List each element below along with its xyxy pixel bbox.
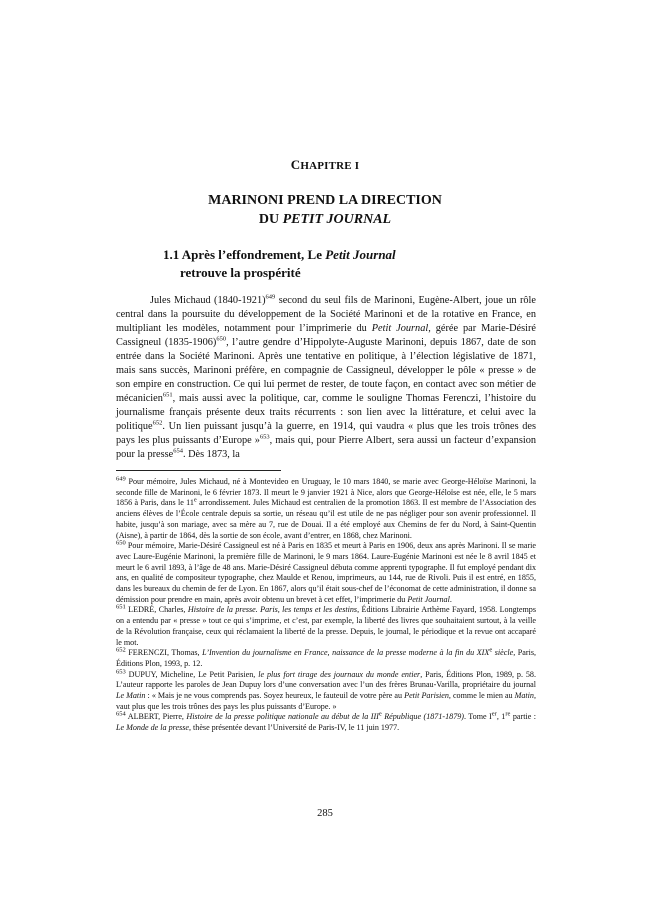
footnote-italic: le plus fort tirage des journaux du monde entier [258, 669, 421, 679]
footnote-italic: siècle [492, 648, 514, 658]
chapter-title-line2 [0, 210, 650, 229]
footnote-text: FERENCZI, Thomas, [125, 648, 203, 658]
footnote-text: Pour mémoire, Jules Michaud, né à Montevideo en Uruguay, le 10 mars 1840, se marie avec George-Héloïse Marinoni, la seconde fille de Marinoni, le 6 février 1873. Il meurt le 9 janvier 1921 à Nice, alors que George-Héloïse est née, elle, le 5 mars 1856 à Paris, dans le 11 [116, 477, 536, 508]
footnote-sup: e [378, 710, 382, 718]
footnote-649 [116, 477, 536, 541]
footnote-italic: Le Matin [116, 691, 146, 701]
footnote-text: . Tome I [463, 712, 492, 722]
footnote-sup: e [489, 646, 493, 654]
footnote-text: , thèse présentée devant l’Université de Paris-IV, le 11 juin 1977. [188, 723, 400, 733]
section-heading-italic: Petit Journal [325, 247, 396, 262]
footnote-number: 652 [116, 646, 126, 654]
footnote-text: LEDRÉ, Charles, [125, 605, 188, 615]
footnote-text: DUPUY, Micheline, Le Petit Parisien, [125, 669, 259, 679]
footnote-sup: er [491, 710, 497, 718]
chapter-initial: C [290, 157, 301, 172]
footnote-number: 653 [116, 667, 126, 675]
footnote-number: 649 [116, 475, 126, 483]
body-run: , gérée par Marie-Désiré Cassigneul (1835-1906) [116, 323, 536, 348]
footnote-654 [116, 712, 536, 733]
chapter-title-prefix: DU [258, 212, 283, 227]
footnote-text: ALBERT, Pierre, [125, 712, 187, 722]
footnote-sup: e [193, 496, 197, 504]
footnote-ref-651: 651 [162, 391, 173, 399]
body-run: , mais qui, pour Pierre Albert, sera aussi un facteur d’expansion pour la presse [116, 435, 536, 460]
chapter-title-line1: MARINONI PREND LA DIRECTION [208, 193, 442, 208]
footnote-653 [116, 667, 537, 713]
body-text [116, 294, 536, 462]
footnote-italic: L’Invention du journalisme en France, naissance de la presse moderne à la fin du XIX [202, 648, 490, 658]
footnote-ref-652: 652 [152, 419, 163, 427]
body-run: . Un lien puissant jusqu’à la guerre, en 1914, qui vaudra « plus que les trois trônes des pays les plus puissants d’Europe » [116, 421, 536, 446]
footnote-italic: Le Monde de la presse [116, 723, 189, 733]
footnote-italic: Petit Journal [407, 594, 450, 604]
footnote-ref-649: 649 [265, 293, 276, 301]
footnote-651 [116, 605, 536, 648]
footnote-text: , Éditions Librairie Arthème Fayard, 1958. Longtemps on a entendu par « presse » tout ce qui s’imprime, et c’est, par exemple, la liberté des livres que souhaitaient surtout, à la veille de la Révolution française, ceux qui réclamaient la liberté de la presse. Depuis, le journal, le périodique et la revue ont accaparé le mot. [116, 605, 536, 647]
chapter-rest: HAPITRE I [300, 160, 360, 172]
footnote-ref-650: 650 [216, 335, 227, 343]
footnote-text: , 1 [496, 712, 506, 722]
footnote-text: , vaut plus que les trois trônes des pays les plus puissants d’Europe. » [116, 691, 537, 711]
section-heading-line2: retrouve la prospérité [180, 265, 301, 280]
body-paragraph [116, 294, 536, 462]
footnote-sup: re [505, 710, 511, 718]
footnote-text: partie : [510, 712, 536, 722]
section-heading-text: 1.1 Après l’effondrement, Le [163, 247, 326, 262]
body-run: , l’autre gendre d’Hippolyte-Auguste Marinoni, depuis 1867, date de son entrée dans la Société Marinoni. Après une tentative en politique, à l’élection législative de 1871, mais sans succès, Marinoni préfère, en compagnie de Cassigneul, développer le pôle « presse » de son empire en construction. Ce qui lui permet de rester, de toute façon, en contact avec son métier de mécanicien [116, 337, 536, 404]
footnote-text: . [449, 594, 452, 604]
footnotes [116, 477, 536, 734]
chapter-title [0, 191, 650, 229]
body-run: second du seul fils de Marinoni, Eugène-Albert, joue un rôle central dans la poursuite du développement de la Société Marinoni et de la rotative en France, en multipliant les modèles, notamment pour l’imprimerie du [116, 295, 536, 334]
body-run: Jules Michaud (1840-1921) [150, 295, 266, 306]
chapter-heading [0, 157, 650, 173]
footnote-text: , Paris, Éditions Plon, 1989, p. 58. L’auteur rapporte les paroles de Jean Dupuy lors d’une conversation avec l’un des frères Brunau-Varilla, propriétaire du journal [116, 669, 536, 690]
footnote-ref-653: 653 [259, 433, 270, 441]
footnote-text: , Paris, Éditions Plon, 1993, p. 12. [116, 648, 536, 668]
footnote-text: , comme le mien au [448, 691, 515, 701]
footnote-number: 651 [116, 603, 126, 611]
footnote-number: 650 [116, 539, 126, 547]
footnote-text: arrondissement. Jules Michaud est centralien de la promotion 1863. Il est membre de l’Association des anciens élèves de l’École centrale depuis sa sortie, un réseau qu’il est utile de ne pas négliger pour son avenir professionnel. Il habite, jusqu’à son mariage, avec sa mère au 7, rue de Douai. Il a été employé aux Chemins de fer du Nord, à Saint-Quentin (Aisne), à partir de 1864, dès la sortie de son école, avant d’entrer, en 1868, chez Marinoni. [116, 498, 536, 540]
chapter-title-italic: PETIT JOURNAL [282, 212, 392, 227]
body-run: . Dès 1873, la [182, 449, 240, 460]
footnote-650 [116, 541, 536, 605]
section-heading [163, 246, 543, 282]
footnote-text: Pour mémoire, Marie-Désiré Cassigneul est né à Paris en 1835 et meurt à Paris en 1906, deux ans après Marinoni. Il se marie avec Laure-Eugénie Marinoni, la première fille de Marinoni, le 9 mars 1864. Laure-Eugénie Marinoni est née le 8 avril 1845 et meurt le 6 avril 1893, à l’âge de 48 ans. Marie-Désiré Cassigneul débuta comme apprenti typographe. Il fut employé pendant dix ans, en qualité de compositeur typographe, chez Maulde et Renou, imprimeurs, au 144, rue de Rivoli. Puis il est entré, en 1855, dans les bureaux du chemin de fer de Lyon. En 1867, alors qu’il était sous-chef de l’économat de cette administration, il donne sa démission pour prendre en main, après avoir obtenu un brevet à cet effet, l’imprimerie du [116, 541, 536, 604]
footnote-italic: Histoire de la presse. Paris, les temps et les destins [187, 605, 358, 615]
footnote-text: : « Mais je ne vous comprends pas. Soyez heureux, le fauteuil de votre père au [145, 691, 405, 701]
footnote-number: 654 [116, 710, 126, 718]
footnote-separator [116, 470, 281, 471]
body-run: , mais aussi avec la politique, car, comme le souligne Thomas Ferenczi, l’histoire du journalisme français présente deux traits récurrents : son lien avec la littérature, et celui avec la politique [116, 393, 536, 432]
footnote-italic: République (1871-1879) [381, 712, 464, 722]
footnote-italic: Matin [514, 691, 534, 701]
footnote-italic: Histoire de la presse politique nationale au début de la III [186, 712, 379, 722]
body-italic: Petit Journal [371, 323, 429, 334]
footnote-652 [116, 648, 536, 669]
footnote-italic: Petit Parisien [404, 691, 449, 701]
page-number: 285 [317, 808, 333, 819]
footnote-ref-654: 654 [173, 447, 183, 455]
